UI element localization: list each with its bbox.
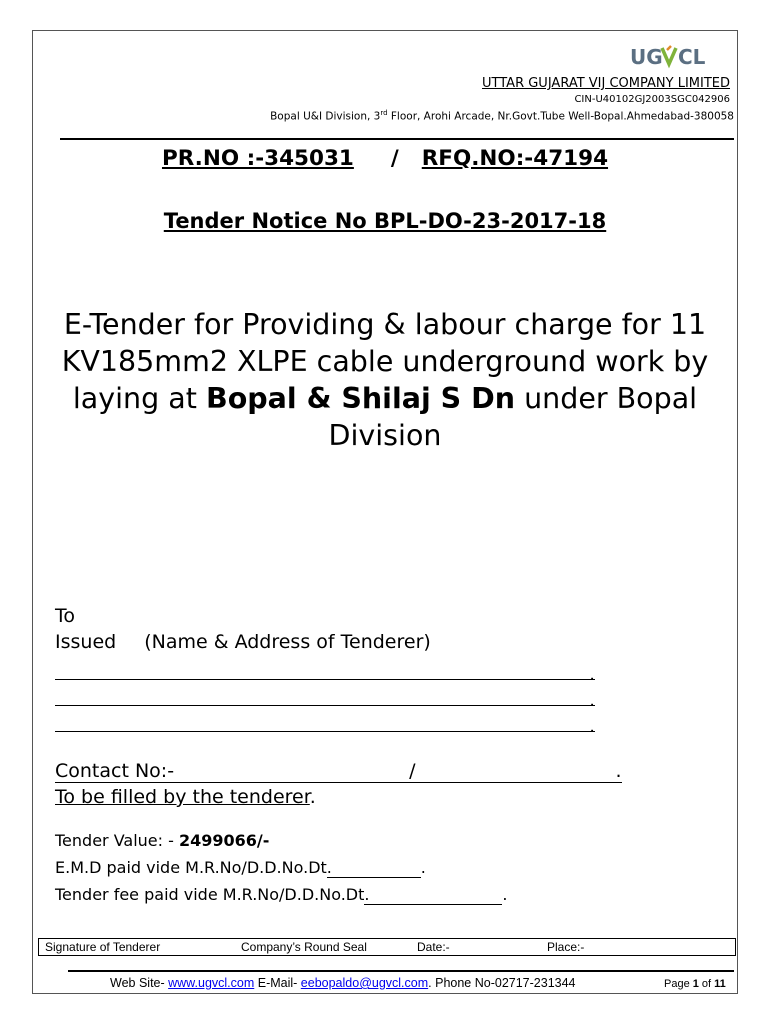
line-end: . (502, 885, 508, 904)
address-sup: rd (380, 109, 388, 117)
page-of: of (698, 978, 715, 990)
line-end: . (589, 716, 595, 737)
tender-value-label: Tender Value: - (55, 831, 179, 850)
emd-field[interactable]: E.M.D paid vide M.R.No/D.D.No.Dt. . (55, 858, 426, 877)
svg-text:UG: UG (630, 45, 663, 69)
tender-value (55, 831, 269, 850)
description-text: E-Tender for Providing & labour charge for 11 KV185mm2 XLPE cable underground work by laying at (61, 308, 709, 415)
emd-label: E.M.D paid vide M.R.No/D.D.No.Dt (55, 858, 327, 877)
address-part: Bopal U&I Division, 3 (270, 110, 381, 123)
issued-label: Issued (55, 631, 117, 653)
tender-fee-label: Tender fee paid vide M.R.No/D.D.No.Dt (55, 885, 365, 904)
description-location: Bopal & Shilaj S Dn (205, 382, 516, 415)
contact-end: . (615, 760, 622, 782)
logo-graphic (618, 42, 718, 72)
date-label: Date:- (417, 940, 450, 954)
cin-number: CIN-U40102GJ2003SGC042906 (574, 94, 730, 105)
ugvcl-logo (618, 42, 718, 70)
company-name: UTTAR GUJARAT VIJ COMPANY LIMITED (482, 76, 730, 91)
seal-label: Company’s Round Seal (241, 940, 367, 954)
contact-separator: / (409, 760, 416, 782)
tender-description (40, 306, 730, 454)
website-link[interactable]: www.ugvcl.com (168, 976, 255, 990)
fill-note (55, 786, 316, 808)
line-end: . (589, 690, 595, 711)
address-part: Floor, Arohi Arcade, Nr.Govt.Tube Well-Bopal.Ahmedabad-380058 (387, 110, 734, 123)
contact-label: Contact No:- (55, 760, 175, 782)
phone-number: . Phone No-02717-231344 (428, 976, 576, 990)
website-label: Web Site- (110, 976, 169, 990)
svg-text:CL: CL (678, 45, 706, 69)
page-total: 11 (714, 978, 726, 990)
email-link[interactable]: eebopaldo@ugvcl.com (300, 976, 429, 990)
email-label: E-Mail- (254, 976, 301, 990)
issued-note: (Name & Address of Tenderer) (144, 631, 431, 653)
contact-number-field[interactable] (55, 760, 622, 783)
signature-label: Signature of Tenderer (45, 940, 161, 954)
header-divider (60, 138, 734, 140)
line-end: . (589, 664, 595, 685)
tenderer-address-line-2[interactable] (55, 688, 595, 711)
tender-value-amount: 2499066/- (178, 831, 270, 850)
fill-note-end: . (309, 786, 316, 808)
to-label: To (55, 605, 76, 627)
page-number (664, 978, 726, 990)
signature-row (38, 938, 736, 956)
division-address (270, 109, 734, 123)
pr-rfq-line (0, 146, 770, 171)
fill-note-text: To be filled by the tenderer (55, 786, 310, 808)
tenderer-address-line-1[interactable] (55, 662, 595, 685)
tender-fee-field[interactable]: Tender fee paid vide M.R.No/D.D.No.Dt. . (55, 885, 508, 904)
description-text: under Bopal Division (328, 382, 698, 452)
rfq-number: RFQ.NO:-47194 (421, 146, 609, 171)
issued-line (55, 631, 431, 653)
page-current: 1 (692, 978, 699, 990)
page-label: Page (664, 978, 693, 990)
footer-divider (68, 970, 734, 972)
footer-contacts (110, 976, 576, 990)
pr-rfq-separator: / (390, 146, 399, 171)
tender-notice-number: Tender Notice No BPL-DO-23-2017-18 (163, 209, 607, 233)
pr-number: PR.NO :-345031 (161, 146, 354, 171)
line-end: . (420, 858, 426, 877)
place-label: Place:- (547, 940, 585, 954)
tenderer-address-line-3[interactable] (55, 714, 595, 737)
